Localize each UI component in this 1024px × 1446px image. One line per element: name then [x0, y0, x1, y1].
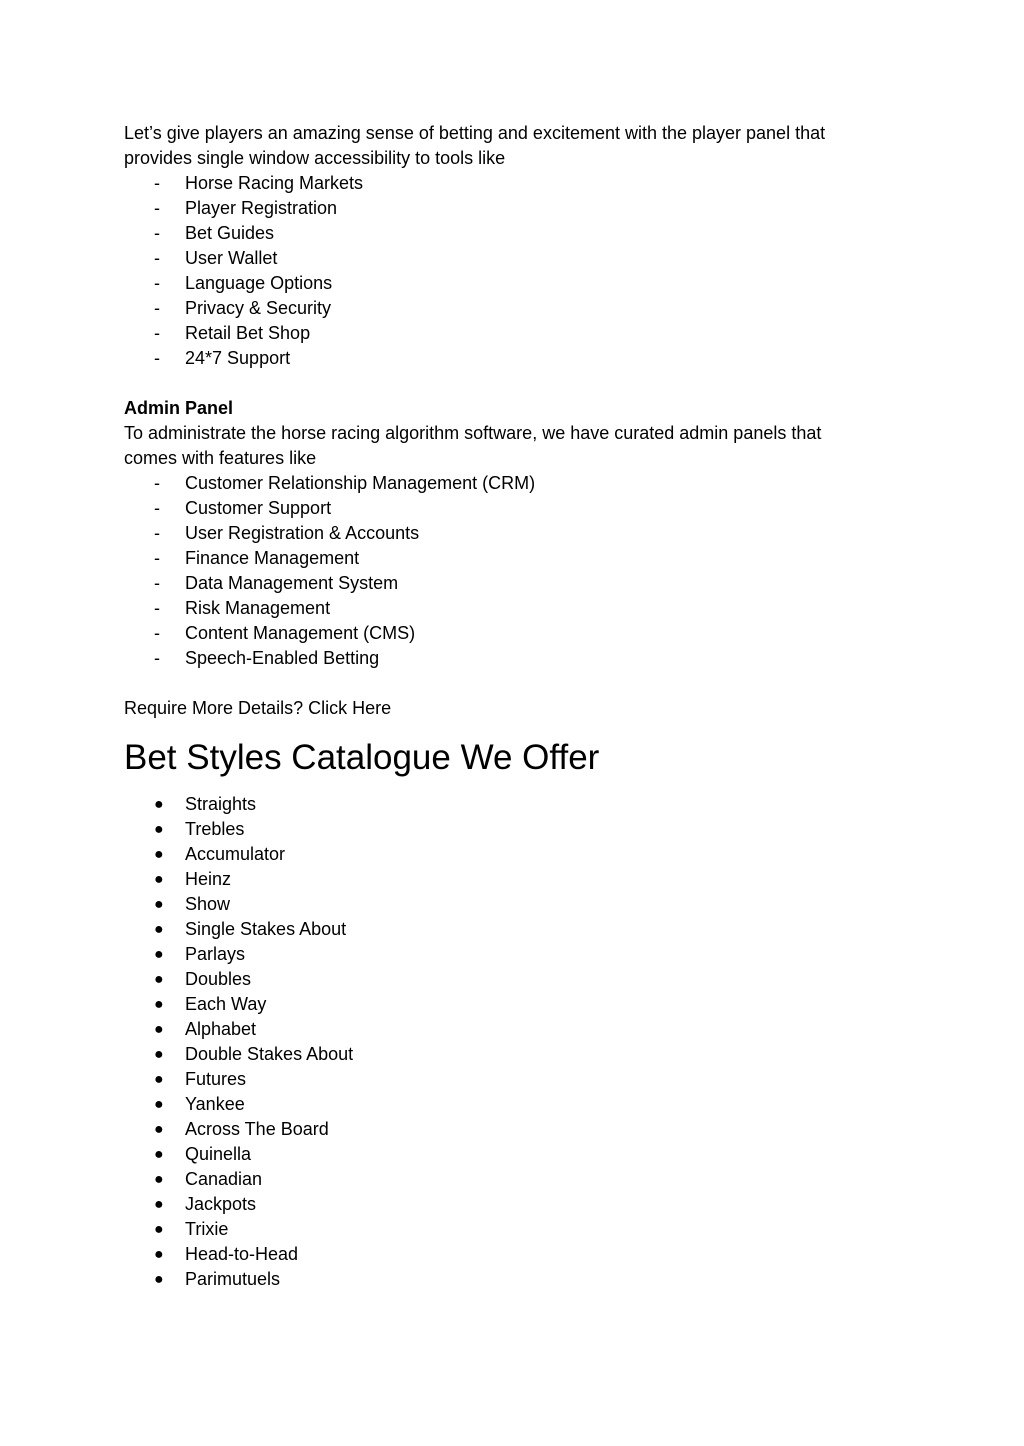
bet-style-item: [124, 917, 884, 942]
bet-style-item: [124, 1042, 884, 1067]
admin-feature-item-label: Content Management (CMS): [185, 623, 416, 643]
admin-line-2: comes with features like: [124, 448, 317, 468]
bet-style-item-label: Trebles: [185, 819, 245, 839]
player-tool-item-label: Horse Racing Markets: [185, 173, 364, 193]
bet-style-item-label: Straights: [185, 794, 257, 814]
admin-panel-heading: Admin Panel: [124, 398, 234, 418]
bet-style-item-label: Across The Board: [185, 1119, 329, 1139]
bet-style-item-label: Show: [185, 894, 231, 914]
bet-style-item-label: Jackpots: [185, 1194, 257, 1214]
bet-style-item: [124, 792, 884, 817]
admin-feature-item-label: Speech-Enabled Betting: [185, 648, 380, 668]
admin-features-list: [124, 471, 884, 671]
admin-feature-item-label: User Registration & Accounts: [185, 523, 420, 543]
spacer: [124, 371, 884, 396]
dash-marker: -: [154, 523, 160, 543]
admin-feature-item: [124, 496, 884, 521]
admin-feature-item: [124, 646, 884, 671]
player-tool-item-label: 24*7 Support: [185, 348, 291, 368]
bet-style-item: [124, 867, 884, 892]
bullet-marker: ●: [154, 1021, 164, 1038]
player-tool-item: [124, 221, 884, 246]
dash-marker: -: [154, 223, 160, 243]
bullet-marker: ●: [154, 821, 164, 838]
bet-style-item-label: Futures: [185, 1069, 247, 1089]
bet-style-item: [124, 1142, 884, 1167]
admin-feature-item-label: Risk Management: [185, 598, 331, 618]
bullet-marker: ●: [154, 1196, 164, 1213]
bullet-marker: ●: [154, 871, 164, 888]
bullet-marker: ●: [154, 971, 164, 988]
admin-feature-item: [124, 546, 884, 571]
bet-style-item-label: Accumulator: [185, 844, 286, 864]
player-tool-item: [124, 346, 884, 371]
dash-marker: -: [154, 273, 160, 293]
bullet-marker: ●: [154, 896, 164, 913]
intro-paragraph: [124, 121, 884, 171]
bullet-marker: ●: [154, 921, 164, 938]
dash-marker: -: [154, 573, 160, 593]
player-tools-list: [124, 171, 884, 371]
dash-marker: -: [154, 473, 160, 493]
dash-marker: -: [154, 298, 160, 318]
bet-style-item: [124, 1192, 884, 1217]
bet-style-item: [124, 817, 884, 842]
player-tool-item-label: Bet Guides: [185, 223, 275, 243]
bet-style-item: [124, 1117, 884, 1142]
bullet-marker: ●: [154, 1171, 164, 1188]
dash-marker: -: [154, 173, 160, 193]
bullet-marker: ●: [154, 1121, 164, 1138]
admin-paragraph: [124, 421, 884, 471]
bet-style-item-label: Quinella: [185, 1144, 252, 1164]
admin-feature-item: [124, 571, 884, 596]
bet-style-item: [124, 892, 884, 917]
bet-style-item-label: Canadian: [185, 1169, 263, 1189]
bet-style-item: [124, 1067, 884, 1092]
bet-style-item-label: Doubles: [185, 969, 252, 989]
admin-feature-item: [124, 471, 884, 496]
bet-style-item: [124, 1242, 884, 1267]
admin-feature-item-label: Finance Management: [185, 548, 360, 568]
bullet-marker: ●: [154, 1146, 164, 1163]
dash-marker: -: [154, 323, 160, 343]
bet-style-item-label: Each Way: [185, 994, 267, 1014]
bullet-marker: ●: [154, 1221, 164, 1238]
bet-style-item-label: Trixie: [185, 1219, 229, 1239]
bet-style-item: [124, 1267, 884, 1292]
player-tool-item-label: User Wallet: [185, 248, 278, 268]
player-tool-item: [124, 321, 884, 346]
bet-style-item-label: Parimutuels: [185, 1269, 281, 1289]
bullet-marker: ●: [154, 1096, 164, 1113]
bet-style-item-label: Yankee: [185, 1094, 245, 1114]
bet-style-item: [124, 1167, 884, 1192]
bet-style-item: [124, 1017, 884, 1042]
dash-marker: -: [154, 348, 160, 368]
dash-marker: -: [154, 648, 160, 668]
dash-marker: -: [154, 198, 160, 218]
player-tool-item: [124, 271, 884, 296]
dash-marker: -: [154, 623, 160, 643]
bet-styles-list: [124, 792, 884, 1292]
bet-style-item-label: Single Stakes About: [185, 919, 347, 939]
bullet-marker: ●: [154, 946, 164, 963]
bet-style-item: [124, 992, 884, 1017]
bullet-marker: ●: [154, 1271, 164, 1288]
bullet-marker: ●: [154, 1046, 164, 1063]
player-tool-item-label: Retail Bet Shop: [185, 323, 311, 343]
player-tool-item: [124, 296, 884, 321]
bullet-marker: ●: [154, 1071, 164, 1088]
bet-style-item-label: Heinz: [185, 869, 232, 889]
player-tool-item-label: Language Options: [185, 273, 333, 293]
dash-marker: -: [154, 248, 160, 268]
bet-style-item: [124, 1092, 884, 1117]
dash-marker: -: [154, 598, 160, 618]
bet-style-item-label: Parlays: [185, 944, 246, 964]
bet-style-item-label: Alphabet: [185, 1019, 257, 1039]
spacer: [124, 671, 884, 696]
bet-style-item: [124, 1217, 884, 1242]
admin-feature-item-label: Customer Relationship Management (CRM): [185, 473, 536, 493]
player-tool-item: [124, 171, 884, 196]
bullet-marker: ●: [154, 796, 164, 813]
bet-styles-heading: Bet Styles Catalogue We Offer: [124, 738, 600, 777]
document-page: [124, 121, 884, 1292]
admin-feature-item: [124, 621, 884, 646]
bet-style-item-label: Double Stakes About: [185, 1044, 354, 1064]
intro-line-1: Let’s give players an amazing sense of betting and excitement with the player panel that: [124, 123, 826, 143]
more-details-cta[interactable]: Require More Details? Click Here: [124, 698, 392, 718]
intro-line-2: provides single window accessibility to tools like: [124, 148, 506, 168]
admin-feature-item: [124, 521, 884, 546]
bullet-marker: ●: [154, 996, 164, 1013]
dash-marker: -: [154, 498, 160, 518]
dash-marker: -: [154, 548, 160, 568]
player-tool-item-label: Privacy & Security: [185, 298, 332, 318]
player-tool-item: [124, 196, 884, 221]
admin-line-1: To administrate the horse racing algorithm software, we have curated admin panels that: [124, 423, 822, 443]
bet-style-item-label: Head-to-Head: [185, 1244, 299, 1264]
bet-style-item: [124, 842, 884, 867]
admin-feature-item-label: Data Management System: [185, 573, 399, 593]
bet-style-item: [124, 942, 884, 967]
bullet-marker: ●: [154, 846, 164, 863]
admin-feature-item-label: Customer Support: [185, 498, 332, 518]
player-tool-item-label: Player Registration: [185, 198, 338, 218]
bet-style-item: [124, 967, 884, 992]
bullet-marker: ●: [154, 1246, 164, 1263]
player-tool-item: [124, 246, 884, 271]
admin-feature-item: [124, 596, 884, 621]
